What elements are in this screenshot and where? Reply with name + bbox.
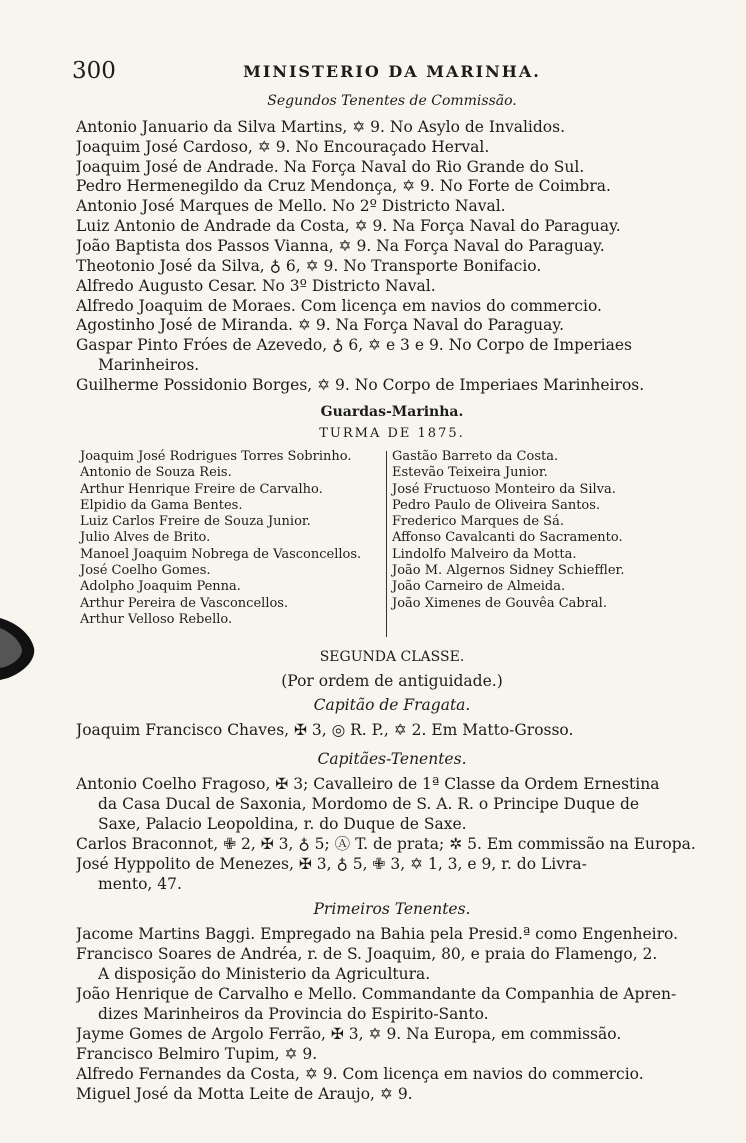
entry-line: Francisco Belmiro Tupim, ✡ 9. (76, 1045, 318, 1063)
list-item: Julio Alves de Brito. (80, 530, 211, 546)
list-item: Arthur Henrique Freire de Carvalho. (80, 481, 323, 497)
ink-blot (0, 606, 38, 686)
entry-line-continuation: da Casa Ducal de Saxonia, Mordomo de S. A. R. o Principe Duque de (98, 795, 640, 813)
entry-line-continuation: Marinheiros. (98, 356, 200, 374)
list-item: Joaquim José Rodrigues Torres Sobrinho. (80, 449, 352, 464)
entry-line: Theotonio José da Silva, ♁ 6, ✡ 9. No Transporte Bonifacio. (76, 257, 542, 275)
entry-line: Antonio Coelho Fragoso, ✠ 3; Cavalleiro de 1ª Classe da Ordem Ernestina (76, 775, 660, 793)
list-item: João M. Algernos Sidney Schieffler. (392, 563, 625, 579)
entry-line: Jayme Gomes de Argolo Ferrão, ✠ 3, ✡ 9. Na Europa, em commissão. (76, 1025, 622, 1043)
entry-line: Alfredo Augusto Cesar. No 3º Districto Naval. (76, 277, 436, 295)
list-item: Estevão Teixeira Junior. (392, 465, 548, 481)
entry-line: Antonio Januario da Silva Martins, ✡ 9. No Asylo de Invalidos. (76, 118, 566, 136)
entry-line: Francisco Soares de Andréa, r. de S. Joaquim, 80, e praia do Flamengo, 2. (76, 945, 658, 963)
list-item: Adolpho Joaquim Penna. (80, 579, 241, 595)
entry-line: Carlos Braconnot, ✙ 2, ✠ 3, ♁ 5; Ⓐ T. de prata; ✲ 5. Em commissão na Europa. (76, 835, 696, 853)
list-item: Arthur Velloso Rebello. (80, 611, 233, 627)
list-item: Affonso Cavalcanti do Sacramento. (392, 530, 623, 546)
section-heading-guardas-marinha: Guardas-Marinha. (320, 404, 464, 420)
entry-line: Alfredo Fernandes da Costa, ✡ 9. Com licença em navios do commercio. (76, 1065, 644, 1083)
entry-line-continuation: A disposição do Ministerio da Agricultura. (98, 965, 431, 983)
list-item: Gastão Barreto da Costa. (392, 449, 559, 464)
entry-line: Alfredo Joaquim de Moraes. Com licença em navios do commercio. (76, 297, 602, 315)
guardas-columns (78, 449, 718, 639)
list-item: João Ximenes de Gouvêa Cabral. (392, 595, 607, 611)
entry-line-continuation: Saxe, Palacio Leopoldina, r. do Duque de Saxe. (98, 815, 467, 833)
rank-heading-capitao-fragata: Capitão de Fragata. (313, 696, 471, 714)
page-number: 300 (72, 58, 116, 84)
entry-line: João Henrique de Carvalho e Mello. Commandante da Companhia de Apren- (76, 985, 677, 1003)
running-title: MINISTERIO DA MARINHA. (243, 62, 541, 81)
list-item: Frederico Marques de Sá. (392, 514, 564, 530)
list-item: José Coelho Gomes. (80, 563, 211, 579)
list-item: Antonio de Souza Reis. (80, 465, 232, 481)
entry-line-continuation: dizes Marinheiros da Provincia do Espirito-Santo. (98, 1005, 489, 1023)
entry-line: Luiz Antonio de Andrade da Costa, ✡ 9. Na Força Naval do Paraguay. (76, 217, 621, 235)
entry-line: Joaquim Francisco Chaves, ✠ 3, ◎ R. P., ✡ 2. Em Matto-Grosso. (76, 721, 574, 739)
page-header (72, 58, 712, 86)
list-item: Arthur Pereira de Vasconcellos. (80, 595, 289, 611)
entry-line: João Baptista dos Passos Vianna, ✡ 9. Na Força Naval do Paraguay. (76, 237, 605, 255)
entry-line: Guilherme Possidonio Borges, ✡ 9. No Corpo de Imperiaes Marinheiros. (76, 376, 645, 394)
ordering-note: (Por ordem de antiguidade.) (281, 672, 503, 690)
entry-line: Antonio José Marques de Mello. No 2º Districto Naval. (76, 197, 506, 215)
entry-line: Agostinho José de Miranda. ✡ 9. Na Força Naval do Paraguay. (76, 316, 565, 334)
list-item: Luiz Carlos Freire de Souza Junior. (80, 514, 311, 530)
list-item: Manoel Joaquim Nobrega de Vasconcellos. (80, 546, 362, 562)
entry-line: Miguel José da Motta Leite de Araujo, ✡ 9. (76, 1085, 413, 1103)
list-item: Elpidio da Gama Bentes. (80, 497, 243, 513)
rank-heading-primeiros-tenentes: Primeiros Tenentes. (313, 900, 471, 918)
entry-line-continuation: mento, 47. (98, 875, 182, 893)
entry-line: José Hyppolito de Menezes, ✠ 3, ♁ 5, ✙ 3, ✡ 1, 3, e 9, r. do Livra- (76, 855, 587, 873)
entry-line: Pedro Hermenegildo da Cruz Mendonça, ✡ 9. No Forte de Coimbra. (76, 177, 611, 195)
rank-heading-capitaes-tenentes: Capitães-Tenentes. (317, 750, 467, 768)
guardas-left-column (80, 449, 385, 628)
list-item: João Carneiro de Almeida. (392, 579, 566, 595)
section-heading-segundos-tenentes: Segundos Tenentes de Commissão. (267, 93, 517, 109)
entry-line: Gaspar Pinto Fróes de Azevedo, ♁ 6, ✡ e 3 e 9. No Corpo de Imperiaes (76, 336, 632, 354)
class-heading: SEGUNDA CLASSE. (319, 649, 465, 665)
entry-line: Jacome Martins Baggi. Empregado na Bahia pela Presid.ª como Engenheiro. (76, 925, 679, 943)
list-item: Lindolfo Malveiro da Motta. (392, 546, 577, 562)
entry-line: Joaquim José de Andrade. Na Força Naval do Rio Grande do Sul. (76, 158, 585, 176)
column-divider (386, 451, 387, 637)
entry-line: Joaquim José Cardoso, ✡ 9. No Encouraçado Herval. (76, 138, 490, 156)
guardas-right-column (392, 449, 712, 612)
turma-label: TURMA DE 1875. (319, 426, 465, 441)
list-item: Pedro Paulo de Oliveira Santos. (392, 497, 601, 513)
list-item: José Fructuoso Monteiro da Silva. (392, 481, 616, 497)
